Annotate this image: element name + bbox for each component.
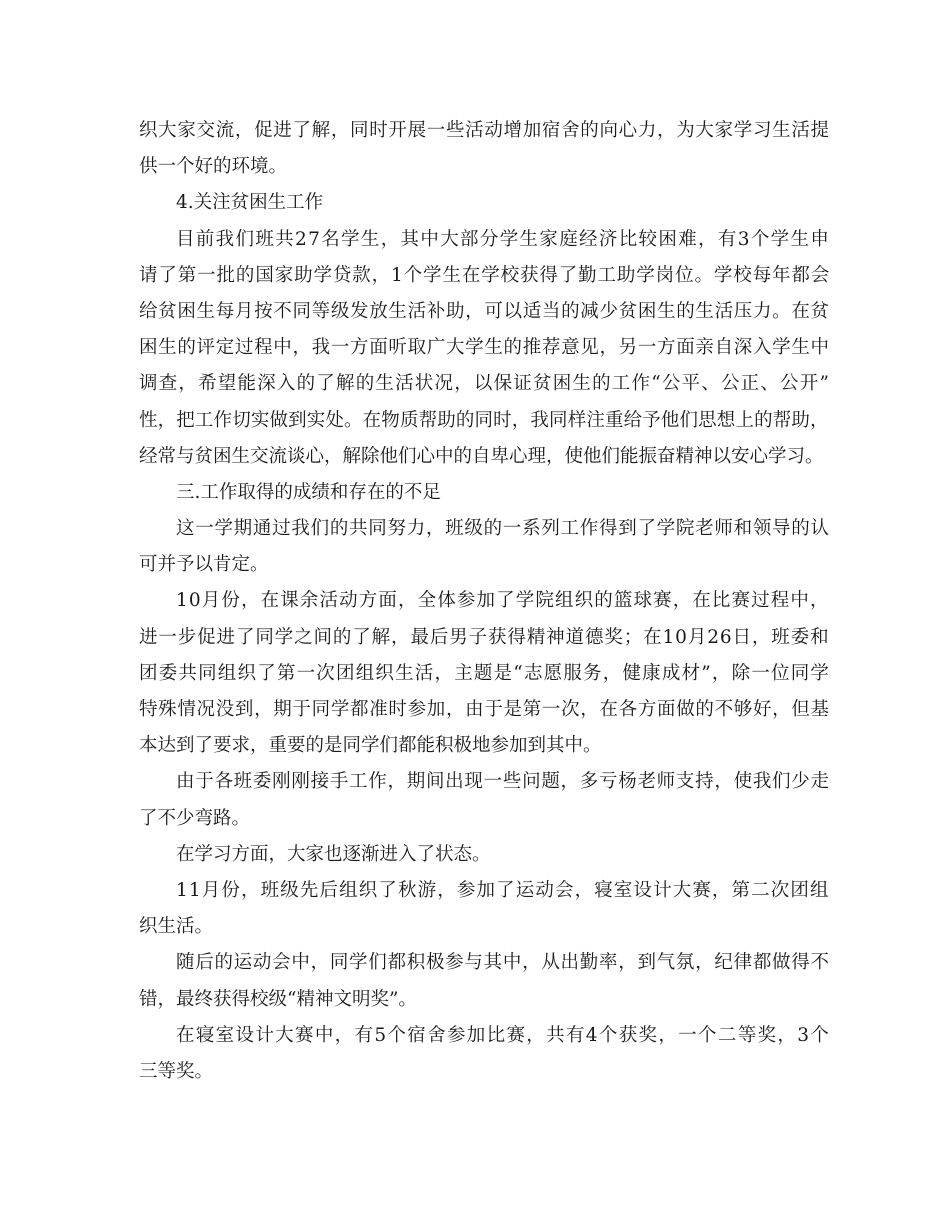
text-line-content: 可并予以肯定。 xyxy=(139,554,269,576)
text-line-content: 供一个好的环境。 xyxy=(139,156,288,178)
text-line xyxy=(139,294,829,330)
text-line xyxy=(139,909,829,945)
text-line xyxy=(139,873,829,909)
text-line-content: 随后的运动会中，同学们都积极参与其中，从出勤率，到气氛，纪律都做得不 xyxy=(176,952,830,974)
text-line-content: 了不少弯路。 xyxy=(139,807,251,829)
text-line xyxy=(139,692,829,728)
text-line xyxy=(139,258,829,294)
text-line-content: 三.工作取得的成绩和存在的不足 xyxy=(176,481,441,503)
text-line-content: 11月份，班级先后组织了秋游，参加了运动会，寝室设计大赛，第二次团组 xyxy=(176,879,830,901)
text-line xyxy=(139,330,829,366)
text-line-content: 织大家交流，促进了解，同时开展一些活动增加宿舍的向心力，为大家学习生活提 xyxy=(139,120,830,141)
text-line xyxy=(139,945,829,981)
text-line-content: 给贫困生每月按不同等级发放生活补助，可以适当的减少贫困生的生活压力。在贫 xyxy=(139,300,830,322)
text-line xyxy=(139,547,829,583)
text-line-content: 在寝室设计大赛中，有5个宿舍参加比赛，共有4个获奖，一个二等奖，3个 xyxy=(176,1024,831,1046)
document-body xyxy=(139,113,829,1090)
text-line xyxy=(139,982,829,1018)
text-line-content: 10月份，在课余活动方面，全体参加了学院组织的篮球赛，在比赛过程中， xyxy=(176,590,830,612)
text-line-content: 三等奖。 xyxy=(139,1060,214,1082)
text-line xyxy=(139,1054,829,1090)
text-line-content: 特殊情况没到，期于同学都准时参加，由于是第一次，在各方面做的不够好，但基 xyxy=(139,699,830,720)
text-line xyxy=(139,583,829,619)
text-line-content: 进一步促进了同学之间的了解，最后男子获得精神道德奖；在10月26日，班委和 xyxy=(139,626,830,648)
text-line-content: 这一学期通过我们的共同努力，班级的一系列工作得到了学院老师和领导的认 xyxy=(176,518,830,540)
text-line-content: 目前我们班共27名学生，其中大部分学生家庭经济比较困难，有3个学生申 xyxy=(176,228,831,250)
text-line xyxy=(139,403,829,439)
text-line-content: 团委共同组织了第一次团组织生活，主题是“志愿服务，健康成材”，除一位同学 xyxy=(139,662,831,684)
text-line xyxy=(139,113,829,149)
text-line xyxy=(139,511,829,547)
text-line-content: 调查，希望能深入的了解的生活状况，以保证贫困生的工作“公平、公正、公开” xyxy=(139,373,831,395)
text-line-content: 4.关注贫困生工作 xyxy=(176,192,324,214)
text-line xyxy=(139,1018,829,1054)
text-line xyxy=(139,837,829,873)
text-line-content: 困生的评定过程中，我一方面听取广大学生的推荐意见，另一方面亲自深入学生中 xyxy=(139,337,830,359)
text-line xyxy=(139,185,829,221)
text-line xyxy=(139,764,829,800)
text-line xyxy=(139,439,829,475)
text-line xyxy=(139,366,829,402)
text-line-content: 本达到了要求，重要的是同学们都能积极地参加到其中。 xyxy=(139,735,602,757)
text-line xyxy=(139,801,829,837)
text-line-content: 性，把工作切实做到实处。在物质帮助的同时，我同样注重给予他们思想上的帮助， xyxy=(139,409,829,431)
text-line-content: 请了第一批的国家助学贷款，1个学生在学校获得了勤工助学岗位。学校每年都会 xyxy=(139,264,831,286)
text-line-content: 在学习方面，大家也逐渐进入了状态。 xyxy=(176,843,491,865)
text-line xyxy=(139,728,829,764)
text-line xyxy=(139,656,829,692)
text-line-content: 经常与贫困生交流谈心，解除他们心中的自卑心理，使他们能振奋精神以安心学习。 xyxy=(139,445,824,467)
text-line-content: 由于各班委刚刚接手工作，期间出现一些问题，多亏杨老师支持，使我们少走 xyxy=(176,771,830,793)
text-line xyxy=(139,222,829,258)
text-line xyxy=(139,475,829,511)
text-line-content: 错，最终获得校级“精神文明奖”。 xyxy=(139,988,417,1010)
text-line xyxy=(139,149,829,185)
text-line-content: 织生活。 xyxy=(139,916,214,938)
text-line xyxy=(139,620,829,656)
